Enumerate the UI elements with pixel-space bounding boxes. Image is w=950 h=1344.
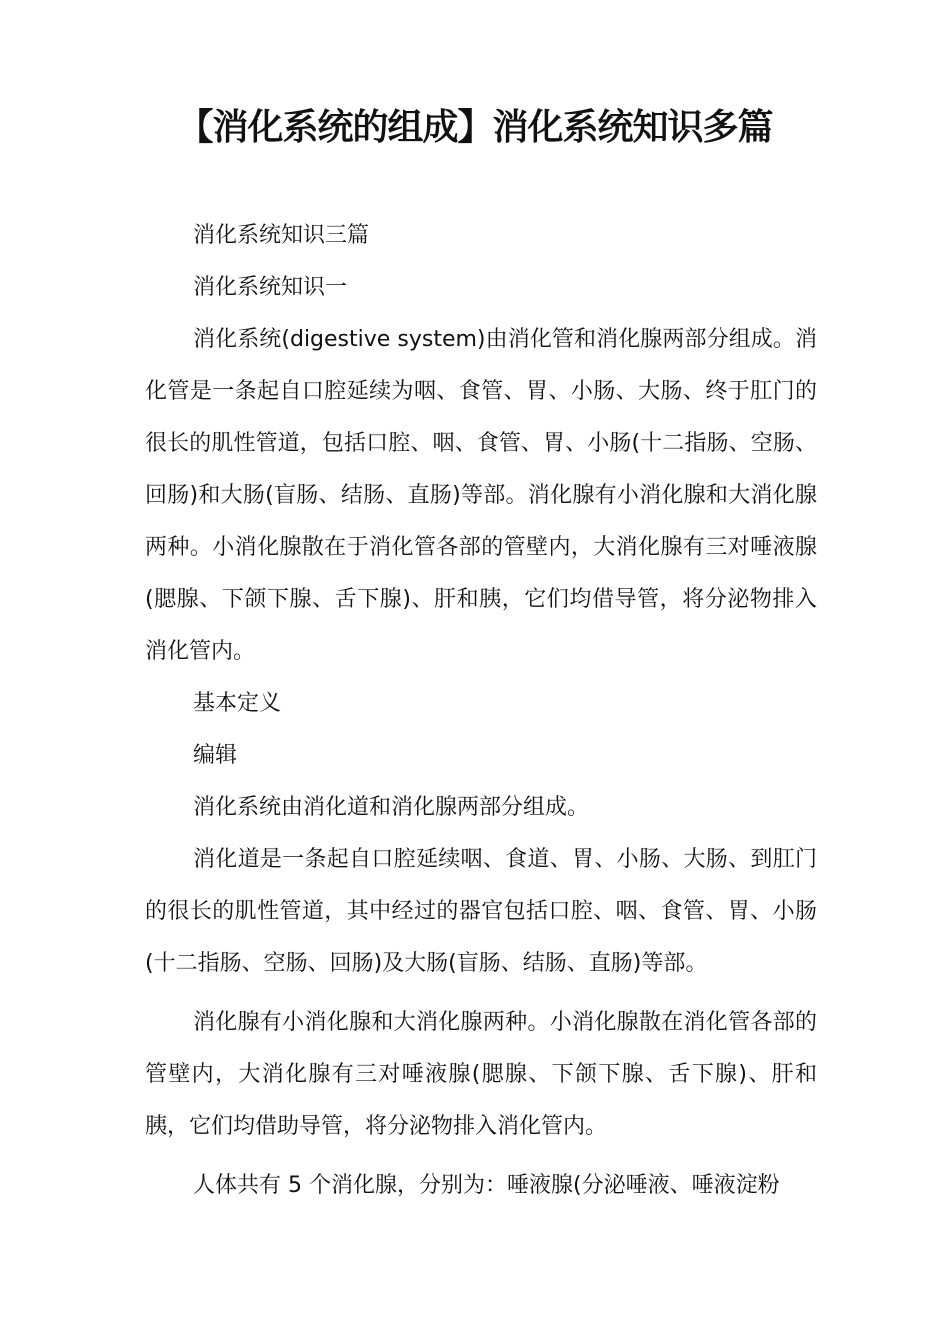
paragraph-digestive-tract: 消化道是一条起自口腔延续咽、食道、胃、小肠、大肠、到肛门的很长的肌性管道，其中经过的器官包括口腔、咽、食管、胃、小肠(十二指肠、空肠、回肠)及大肠(盲肠、结肠、直肠)等部。 <box>145 847 817 976</box>
paragraph-composition: 消化系统由消化道和消化腺两部分组成。 <box>193 795 590 820</box>
document-body <box>145 210 817 1212</box>
paragraph-gap <box>145 1153 817 1160</box>
paragraph-overview: 消化系统(digestive system)由消化管和消化腺两部分组成。消化管是一条起自口腔延续为咽、食管、胃、小肠、大肠、终于肛门的很长的肌性管道，包括口腔、咽、食管、胃、小肠(十二指肠、空肠、回肠)和大肠(盲肠、结肠、直肠)等部。消化腺有小消化腺和大消化腺两种。小消化腺散在于消化管各部的管壁内，大消化腺有三对唾液腺(腮腺、下颌下腺、舌下腺)、肝和胰，它们均借导管，将分泌物排入消化管内。 <box>145 327 817 664</box>
paragraph-basic-definition: 基本定义 <box>193 691 282 716</box>
paragraph-digestive-glands: 消化腺有小消化腺和大消化腺两种。小消化腺散在消化管各部的管壁内，大消化腺有三对唾液腺(腮腺、下颌下腺、舌下腺)、肝和胰，它们均借助导管，将分泌物排入消化管内。 <box>145 1010 817 1139</box>
paragraph-five-glands: 人体共有 5 个消化腺，分别为：唾液腺(分泌唾液、唾液淀粉 <box>193 1173 780 1198</box>
document-title: 【消化系统的组成】消化系统知识多篇 <box>177 107 773 148</box>
paragraph-heading-three-parts: 消化系统知识三篇 <box>193 223 370 248</box>
paragraph-gap <box>145 990 817 997</box>
paragraph-edit: 编辑 <box>193 743 238 768</box>
paragraph-heading-part-one: 消化系统知识一 <box>193 275 348 300</box>
